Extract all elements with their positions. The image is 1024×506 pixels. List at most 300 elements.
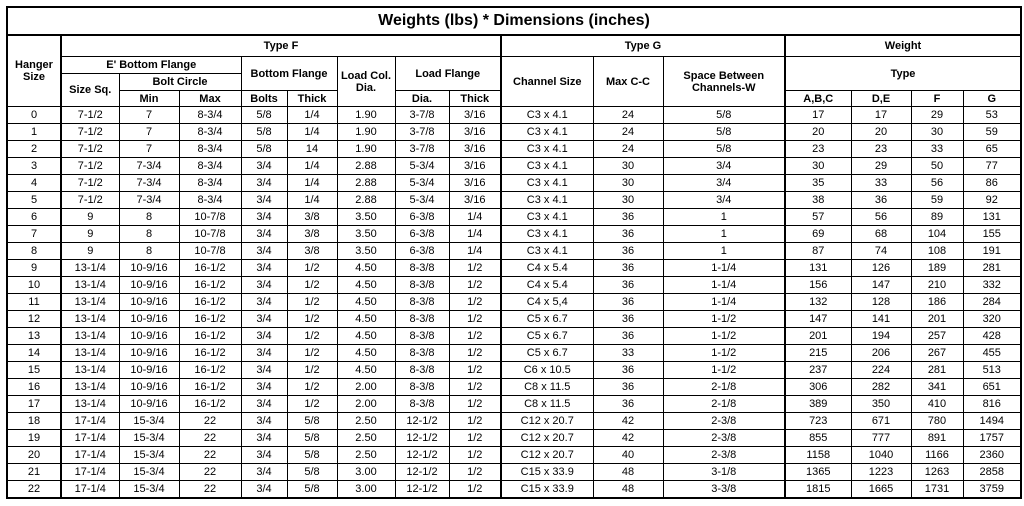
table-cell: 86 [963,175,1021,192]
table-cell: 1 [663,209,785,226]
table-cell: 2.88 [337,192,395,209]
table-cell: 891 [911,430,963,447]
table-cell: 20 [851,124,911,141]
table-cell: 1/2 [449,430,501,447]
table-cell: 22 [179,447,241,464]
table-cell: 1365 [785,464,851,481]
table-cell: 3/4 [241,413,287,430]
table-cell: 9 [61,209,119,226]
table-cell: C4 x 5.4 [501,260,593,277]
table-cell: 22 [7,481,61,499]
table-cell: 7-1/2 [61,158,119,175]
table-row [7,447,1021,464]
table-cell: 48 [593,464,663,481]
table-cell: 17 [785,107,851,124]
table-row [7,430,1021,447]
header-de: D,E [851,91,911,107]
table-cell: 8-3/8 [395,260,449,277]
table-cell: 1/2 [449,379,501,396]
table-cell: 8-3/4 [179,141,241,158]
table-cell: 1263 [911,464,963,481]
table-cell: 1223 [851,464,911,481]
table-cell: 35 [785,175,851,192]
table-cell: 15 [7,362,61,379]
table-cell: 1/4 [287,175,337,192]
table-cell: 17-1/4 [61,447,119,464]
table-cell: 56 [911,175,963,192]
table-cell: 17-1/4 [61,430,119,447]
table-cell: 282 [851,379,911,396]
table-cell: 1-1/2 [663,311,785,328]
table-cell: 36 [593,379,663,396]
table-cell: 1/2 [449,481,501,499]
table-cell: 16-1/2 [179,396,241,413]
table-row [7,481,1021,499]
table-cell: 9 [61,243,119,260]
table-cell: 281 [911,362,963,379]
table-cell: 1.90 [337,141,395,158]
table-cell: 7 [7,226,61,243]
table-cell: 5/8 [241,141,287,158]
table-cell: 3/16 [449,158,501,175]
table-cell: 0 [7,107,61,124]
table-cell: 22 [179,464,241,481]
table-cell: 3/4 [241,345,287,362]
table-cell: C3 x 4.1 [501,107,593,124]
table-cell: 57 [785,209,851,226]
table-cell: C5 x 6.7 [501,328,593,345]
table-cell: 156 [785,277,851,294]
table-cell: 3/4 [241,311,287,328]
table-cell: 8-3/8 [395,396,449,413]
table-cell: 36 [593,277,663,294]
table-cell: 141 [851,311,911,328]
header-load-col-dia: Load Col. Dia. [337,57,395,107]
table-cell: 1/2 [449,464,501,481]
table-cell: 186 [911,294,963,311]
table-cell: 1-1/4 [663,294,785,311]
table-cell: 36 [593,260,663,277]
table-cell: 8-3/4 [179,192,241,209]
table-cell: 17-1/4 [61,413,119,430]
table-cell: 3/4 [663,158,785,175]
table-cell: C5 x 6.7 [501,311,593,328]
table-cell: 1/2 [449,328,501,345]
table-row [7,464,1021,481]
table-cell: 23 [785,141,851,158]
table-row [7,345,1021,362]
table-cell: 3/4 [241,209,287,226]
table-cell: 24 [593,107,663,124]
table-cell: 2858 [963,464,1021,481]
table-cell: 15-3/4 [119,413,179,430]
table-cell: 4.50 [337,311,395,328]
header-type-f: Type F [61,35,501,57]
table-cell: 11 [7,294,61,311]
table-cell: 3-7/8 [395,107,449,124]
table-cell: 20 [7,447,61,464]
table-cell: 18 [7,413,61,430]
table-cell: 22 [179,481,241,499]
table-cell: 89 [911,209,963,226]
table-cell: 6-3/8 [395,209,449,226]
table-cell: 2.50 [337,430,395,447]
table-cell: 3/4 [241,243,287,260]
table-cell: 126 [851,260,911,277]
table-cell: 2.88 [337,158,395,175]
table-cell: 3/4 [241,260,287,277]
table-cell: 59 [963,124,1021,141]
table-cell: 1 [663,226,785,243]
table-cell: 1040 [851,447,911,464]
table-cell: 8 [119,243,179,260]
table-cell: 3/4 [241,226,287,243]
table-cell: 36 [851,192,911,209]
table-cell: 12-1/2 [395,413,449,430]
table-row [7,124,1021,141]
table-cell: 5/8 [287,447,337,464]
table-cell: 723 [785,413,851,430]
table-cell: 24 [593,141,663,158]
table-cell: 10-9/16 [119,260,179,277]
table-cell: 16-1/2 [179,379,241,396]
table-cell: 1/2 [287,345,337,362]
table-cell: 4.50 [337,362,395,379]
table-cell: C12 x 20.7 [501,447,593,464]
table-cell: 3/4 [241,328,287,345]
table-cell: 9 [7,260,61,277]
table-cell: 56 [851,209,911,226]
table-cell: C4 x 5,4 [501,294,593,311]
table-cell: 16-1/2 [179,362,241,379]
table-cell: 42 [593,430,663,447]
table-cell: 201 [911,311,963,328]
table-cell: 3/4 [663,192,785,209]
table-cell: 7-3/4 [119,175,179,192]
table-cell: 8-3/4 [179,175,241,192]
table-cell: 1-1/2 [663,328,785,345]
table-cell: 3/4 [241,277,287,294]
table-cell: 16-1/2 [179,260,241,277]
header-space-between: Space Between Channels-W [663,57,785,107]
table-cell: 1/2 [449,311,501,328]
table-cell: 2.50 [337,447,395,464]
table-row [7,141,1021,158]
table-cell: 3/16 [449,141,501,158]
table-cell: 2.00 [337,396,395,413]
table-cell: 8-3/4 [179,124,241,141]
table-cell: 29 [911,107,963,124]
header-thick: Thick [287,91,337,107]
table-row [7,277,1021,294]
table-cell: 12 [7,311,61,328]
header-max: Max [179,91,241,107]
table-cell: 191 [963,243,1021,260]
header-e-bottom-flange: E' Bottom Flange [61,57,241,74]
table-cell: 17-1/4 [61,481,119,499]
table-cell: 1/4 [449,209,501,226]
table-cell: 224 [851,362,911,379]
table-cell: C3 x 4.1 [501,141,593,158]
header-bolts: Bolts [241,91,287,107]
table-cell: 30 [593,192,663,209]
table-cell: 1/4 [287,107,337,124]
table-cell: 10-9/16 [119,294,179,311]
table-cell: 3759 [963,481,1021,499]
table-cell: 5/8 [241,124,287,141]
table-cell: 13-1/4 [61,294,119,311]
table-cell: 33 [911,141,963,158]
header-weight: Weight [785,35,1021,57]
table-cell: 5/8 [241,107,287,124]
table-cell: 7-3/4 [119,192,179,209]
table-cell: 3/16 [449,192,501,209]
table-cell: 14 [287,141,337,158]
table-cell: 1/2 [449,345,501,362]
table-cell: 257 [911,328,963,345]
table-cell: 1494 [963,413,1021,430]
header-size-sq: Size Sq. [61,74,119,107]
table-cell: 108 [911,243,963,260]
table-cell: C15 x 33.9 [501,481,593,499]
table-cell: 281 [963,260,1021,277]
table-cell: 1 [663,243,785,260]
table-cell: 19 [7,430,61,447]
table-cell: 15-3/4 [119,481,179,499]
table-cell: 1/2 [449,447,501,464]
table-cell: 59 [911,192,963,209]
table-cell: 1/2 [449,277,501,294]
header-max-cc: Max C-C [593,57,663,107]
table-cell: 1/2 [287,277,337,294]
table-cell: 1/2 [287,396,337,413]
table-cell: 6-3/8 [395,226,449,243]
table-cell: 16-1/2 [179,277,241,294]
table-cell: 5 [7,192,61,209]
table-cell: 23 [851,141,911,158]
table-cell: 9 [61,226,119,243]
table-cell: 14 [7,345,61,362]
table-cell: 215 [785,345,851,362]
table-cell: 16-1/2 [179,328,241,345]
table-row [7,379,1021,396]
table-cell: 780 [911,413,963,430]
table-cell: 3/4 [663,175,785,192]
table-cell: 5/8 [287,481,337,499]
table-row [7,294,1021,311]
table-cell: 5/8 [287,413,337,430]
table-cell: 21 [7,464,61,481]
table-cell: C6 x 10.5 [501,362,593,379]
table-cell: C3 x 4.1 [501,158,593,175]
table-cell: 22 [179,430,241,447]
weights-dimensions-table-wrapper [6,6,1020,499]
table-cell: 3.50 [337,243,395,260]
table-cell: 2-1/8 [663,396,785,413]
table-cell: 10 [7,277,61,294]
table-cell: 6 [7,209,61,226]
table-cell: 5/8 [287,430,337,447]
table-cell: 42 [593,413,663,430]
table-cell: 5/8 [663,124,785,141]
table-body [7,107,1021,499]
table-cell: 92 [963,192,1021,209]
table-cell: 68 [851,226,911,243]
table-cell: 5-3/4 [395,175,449,192]
table-cell: 5-3/4 [395,158,449,175]
header-f: F [911,91,963,107]
table-cell: 1/2 [287,328,337,345]
table-cell: 1-1/2 [663,345,785,362]
table-cell: 36 [593,243,663,260]
table-cell: 1/4 [449,226,501,243]
table-row [7,260,1021,277]
table-cell: 389 [785,396,851,413]
table-cell: 50 [911,158,963,175]
table-cell: 1/2 [449,294,501,311]
table-cell: 1/2 [287,311,337,328]
table-cell: 4.50 [337,345,395,362]
table-cell: C5 x 6.7 [501,345,593,362]
table-cell: 455 [963,345,1021,362]
table-cell: 1/2 [449,362,501,379]
table-cell: 8 [119,226,179,243]
table-cell: 77 [963,158,1021,175]
table-cell: 206 [851,345,911,362]
table-cell: 1/2 [449,413,501,430]
table-cell: 3/16 [449,175,501,192]
table-cell: 1/2 [287,362,337,379]
table-cell: 131 [963,209,1021,226]
table-cell: 10-7/8 [179,226,241,243]
table-cell: 8-3/8 [395,277,449,294]
table-cell: 3/4 [241,192,287,209]
table-cell: 36 [593,209,663,226]
table-cell: 13-1/4 [61,345,119,362]
table-cell: 131 [785,260,851,277]
table-cell: 5-3/4 [395,192,449,209]
header-channel-size: Channel Size [501,57,593,107]
table-row [7,328,1021,345]
table-cell: 816 [963,396,1021,413]
table-cell: 3/8 [287,243,337,260]
table-cell: 13-1/4 [61,311,119,328]
table-cell: 1 [7,124,61,141]
table-cell: 651 [963,379,1021,396]
table-cell: 237 [785,362,851,379]
table-cell: 2.50 [337,413,395,430]
table-cell: 8-3/8 [395,311,449,328]
table-cell: 3-3/8 [663,481,785,499]
table-cell: 3/8 [287,226,337,243]
table-cell: 155 [963,226,1021,243]
table-cell: 36 [593,362,663,379]
table-cell: 3-1/8 [663,464,785,481]
table-cell: 10-9/16 [119,311,179,328]
table-cell: 5/8 [287,464,337,481]
table-cell: 15-3/4 [119,430,179,447]
table-cell: 284 [963,294,1021,311]
table-cell: 1166 [911,447,963,464]
table-cell: 17 [851,107,911,124]
table-cell: 16 [7,379,61,396]
table-row [7,413,1021,430]
table-row [7,362,1021,379]
table-cell: 4.50 [337,260,395,277]
table-cell: 1815 [785,481,851,499]
table-cell: 1665 [851,481,911,499]
table-cell: 16-1/2 [179,345,241,362]
table-cell: 332 [963,277,1021,294]
table-cell: 3/16 [449,107,501,124]
table-cell: 3/16 [449,124,501,141]
table-cell: 7 [119,141,179,158]
table-cell: 7-1/2 [61,107,119,124]
table-cell: 189 [911,260,963,277]
table-cell: C3 x 4.1 [501,209,593,226]
table-cell: 3/4 [241,464,287,481]
table-cell: 10-9/16 [119,277,179,294]
table-row [7,107,1021,124]
table-cell: 8-3/8 [395,328,449,345]
table-cell: 2.88 [337,175,395,192]
table-cell: 147 [851,277,911,294]
table-cell: 12-1/2 [395,430,449,447]
table-cell: 3/4 [241,447,287,464]
table-cell: 5/8 [663,107,785,124]
table-cell: C12 x 20.7 [501,413,593,430]
table-cell: C3 x 4.1 [501,243,593,260]
table-row [7,311,1021,328]
table-cell: 7-1/2 [61,175,119,192]
table-cell: 87 [785,243,851,260]
table-cell: 341 [911,379,963,396]
table-cell: 15-3/4 [119,464,179,481]
table-cell: 1-1/4 [663,277,785,294]
table-cell: 13-1/4 [61,396,119,413]
table-cell: C3 x 4.1 [501,175,593,192]
table-cell: C3 x 4.1 [501,226,593,243]
table-cell: 1/2 [287,294,337,311]
table-row [7,192,1021,209]
table-cell: C8 x 11.5 [501,379,593,396]
table-cell: 33 [851,175,911,192]
table-cell: 3/4 [241,158,287,175]
table-cell: 20 [785,124,851,141]
table-cell: 4.50 [337,277,395,294]
header-dia: Dia. [395,91,449,107]
table-cell: 33 [593,345,663,362]
table-cell: 12-1/2 [395,447,449,464]
table-cell: C12 x 20.7 [501,430,593,447]
table-cell: 7-3/4 [119,158,179,175]
table-cell: C3 x 4.1 [501,124,593,141]
table-cell: 513 [963,362,1021,379]
table-cell: 1731 [911,481,963,499]
table-cell: 8-3/4 [179,107,241,124]
table-cell: 2-3/8 [663,430,785,447]
table-cell: 13-1/4 [61,260,119,277]
table-cell: 3/4 [241,379,287,396]
table-cell: 36 [593,294,663,311]
table-cell: 671 [851,413,911,430]
header-abc: A,B,C [785,91,851,107]
table-cell: 29 [851,158,911,175]
table-cell: 3/4 [241,481,287,499]
table-cell: 3 [7,158,61,175]
table-cell: 10-9/16 [119,362,179,379]
table-row [7,243,1021,260]
